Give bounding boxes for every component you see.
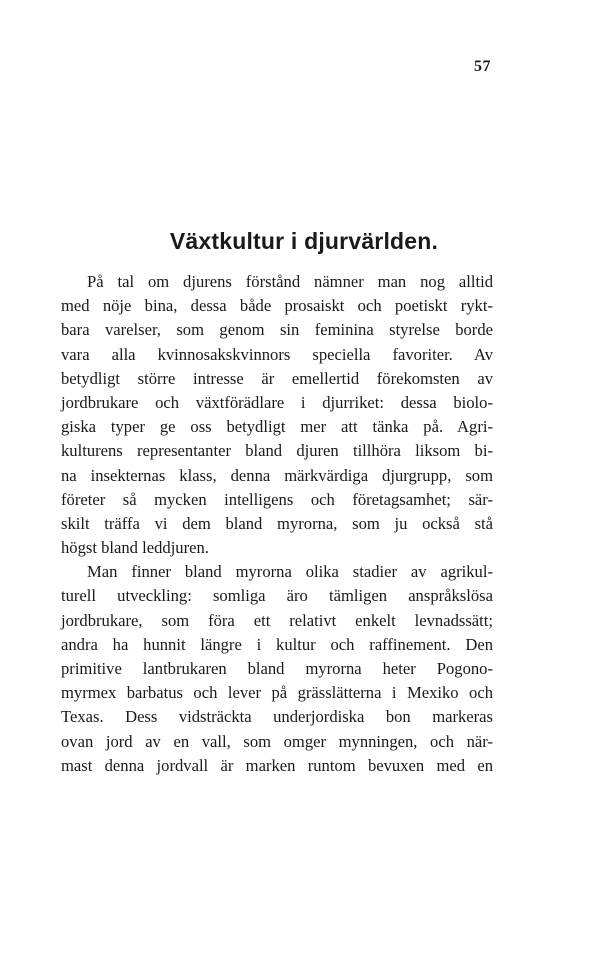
text-line: betydligt större intresse är emellertid förekomsten av: [61, 368, 493, 388]
text-line: primitive lantbrukaren bland myrorna heter Pogono-: [61, 659, 493, 678]
text-line: turell utveckling: somliga äro tämligen anspråkslösa: [61, 586, 493, 606]
page-number: 57: [474, 58, 491, 75]
text-line: högst bland leddjuren.: [61, 538, 209, 558]
text-line: bara varelser, som genom sin feminina styrelse borde: [61, 320, 493, 340]
text-line: mast denna jordvall är marken runtom bevuxen med en: [61, 755, 493, 775]
text-line: vara alla kvinnosakskvinnors speciella favoriter. Av: [61, 344, 493, 364]
text-line: na insekternas klass, denna märkvärdiga djurgrupp, som: [61, 465, 493, 485]
text-line: På tal om djurens förstånd nämner man nog alltid: [87, 272, 493, 291]
text-line: jordbrukare, som föra ett relativt enkelt levnadssätt;: [61, 610, 493, 630]
text-line: skilt träffa vi dem bland myrorna, som ju också stå: [61, 513, 493, 533]
text-line: kulturens representanter bland djuren tillhöra liksom bi-: [61, 441, 493, 461]
text-line: Texas. Dess vidsträckta underjordiska bon markeras: [61, 707, 493, 727]
text-line: andra ha hunnit längre i kultur och raffinement. Den: [61, 634, 493, 654]
text-line: myrmex barbatus och lever på grässlätterna i Mexiko och: [61, 683, 493, 703]
text-line: Man finner bland myrorna olika stadier av agrikul-: [87, 562, 493, 582]
text-line: jordbrukare och växtförädlare i djurriket: dessa biolo-: [61, 392, 493, 412]
text-line: företer så mycken intelligens och företagsamhet; sär-: [61, 489, 493, 509]
text-line: giska typer ge oss betydligt mer att tänka på. Agri-: [61, 417, 493, 437]
body-text: [61, 270, 493, 778]
text-line: ovan jord av en vall, som omger mynningen, och när-: [61, 731, 493, 751]
text-line: med nöje bina, dessa både prosaiskt och poetiskt rykt-: [61, 296, 493, 316]
chapter-title: Växtkultur i djurvärlden.: [169, 228, 439, 254]
